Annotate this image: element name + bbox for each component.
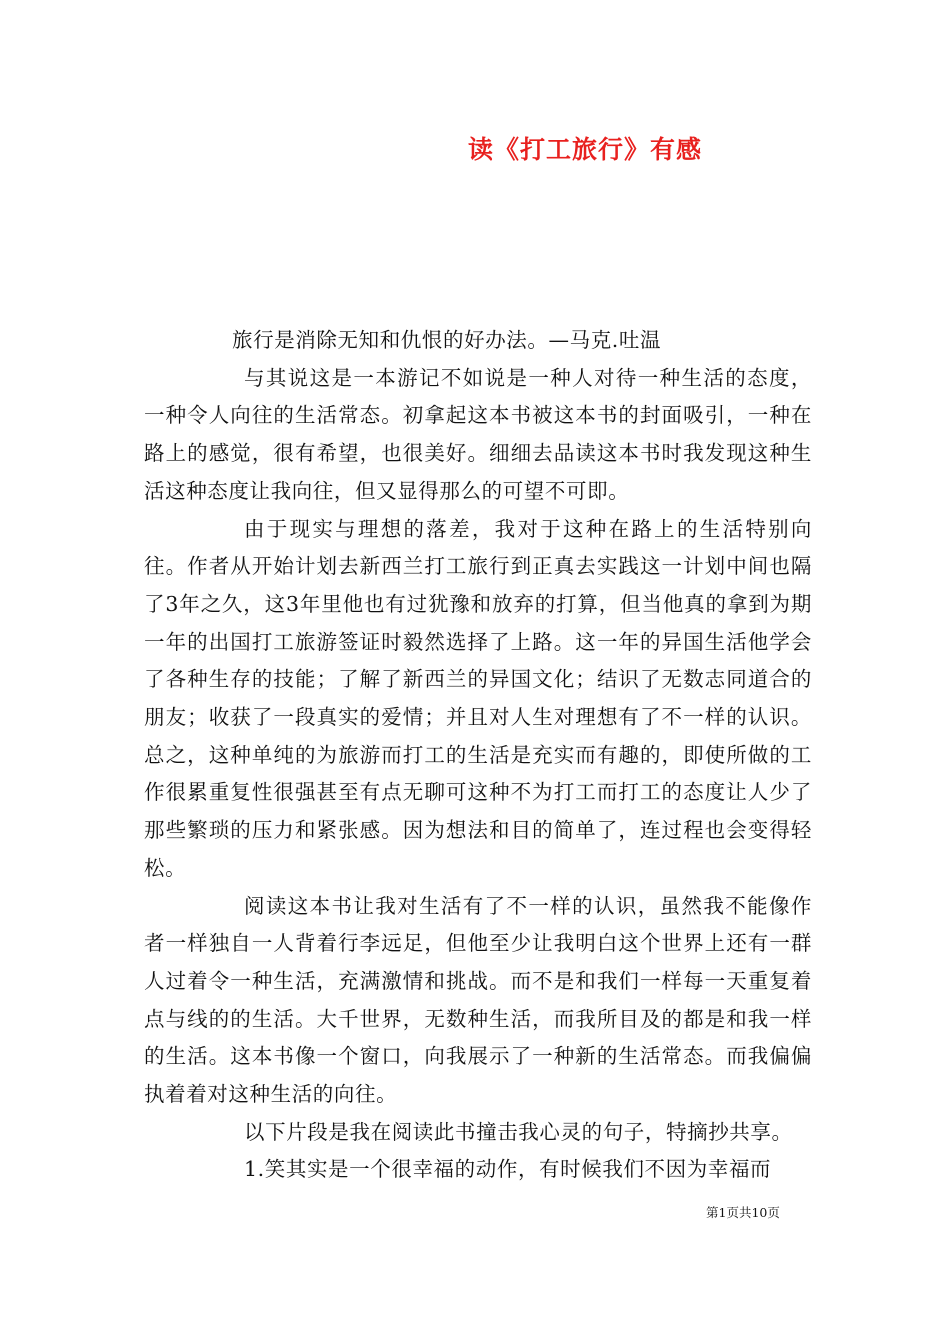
page-title: 读《打工旅行》有感 (468, 135, 703, 164)
article-body (144, 322, 812, 1189)
paragraph: 以下片段是我在阅读此书撞击我心灵的句子，特摘抄共享。 (244, 1119, 793, 1144)
page-number-footer: 第1页共10页 (706, 1205, 780, 1220)
paragraph: 阅读这本书让我对生活有了不一样的认识，虽然我不能像作者一样独自一人背着行李远足，但他至少让我明白这个世界上还有一群人过着令一种生活，充满激情和挑战。而不是和我们一样每一天重复着点与线的的生活。大千世界，无数种生活，而我所目及的都是和我一样的生活。这本书像一个窗口，向我展示了一种新的生活常态。而我偏偏执着着对这种生活的向往。 (144, 893, 812, 1107)
epigraph-quote: 旅行是消除无知和仇恨的好办法。—马克.吐温 (232, 328, 662, 352)
paragraph: 与其说这是一本游记不如说是一种人对待一种生活的态度，一种令人向往的生活常态。初拿起这本书被这本书的封面吸引，一种在路上的感觉，很有希望，也很美好。细细去品读这本书时我发现这种生活这种态度让我向往，但又显得那么的可望不可即。 (144, 365, 812, 503)
paragraph: 由于现实与理想的落差，我对于这种在路上的生活特别向往。作者从开始计划去新西兰打工旅行到正真去实践这一计划中间也隔了3年之久，这3年里他也有过犹豫和放弃的打算，但当他真的拿到为期一年的出国打工旅游签证时毅然选择了上路。这一年的异国生活他学会了各种生存的技能；了解了新西兰的异国文化；结识了无数志同道合的朋友；收获了一段真实的爱情；并且对人生对理想有了不一样的认识。总之，这种单纯的为旅游而打工的生活是充实而有趣的，即使所做的工作很累重复性很强甚至有点无聊可这种不为打工而打工的态度让人少了那些繁琐的压力和紧张感。因为想法和目的简单了，连过程也会变得轻松。 (144, 516, 812, 880)
paragraph: 1.笑其实是一个很幸福的动作，有时候我们不因为幸福而 (244, 1157, 772, 1182)
